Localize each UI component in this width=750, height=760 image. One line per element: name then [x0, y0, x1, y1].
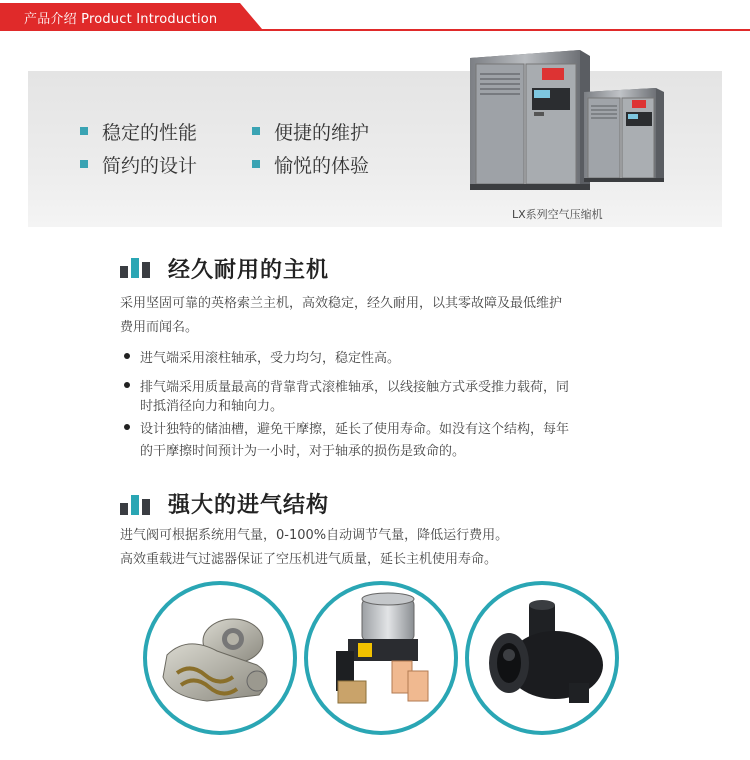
- feature-bullet-icon: [80, 127, 88, 135]
- bar-chart-icon: [120, 489, 154, 515]
- product-caption: LX系列空气压缩机: [512, 208, 603, 221]
- section2-line1: 进气阀可根据系统用气量，0-100%自动调节气量，降低运行费用。: [120, 528, 509, 543]
- air-end-icon: [147, 585, 293, 731]
- compressor-large-image: [462, 44, 594, 194]
- list-bullet-icon: [124, 424, 130, 430]
- bar-chart-icon: [120, 252, 154, 278]
- header-divider: [0, 29, 750, 31]
- compressor-small-image: [578, 84, 668, 186]
- air-filter-icon: [469, 585, 615, 731]
- air-end-image: [143, 581, 297, 735]
- section1-intro-line1: 采用坚固可靠的英格索兰主机，高效稳定，经久耐用，以其零故障及最低维护: [120, 296, 563, 311]
- intake-valve-icon: [308, 585, 454, 731]
- list-bullet-icon: [124, 353, 130, 359]
- section-title-durable-air-end: 经久耐用的主机: [168, 258, 330, 283]
- feature-simple-design: 简约的设计: [102, 155, 198, 177]
- feature-bullet-icon: [80, 160, 88, 168]
- section1-bullet3-line2: 的干摩擦时间预计为一小时，对于轴承的损伤是致命的。: [140, 444, 466, 459]
- list-bullet-icon: [124, 382, 130, 388]
- air-filter-image: [465, 581, 619, 735]
- section1-bullet2-line2: 时抵消径向力和轴向力。: [140, 399, 284, 414]
- feature-bullet-icon: [252, 160, 260, 168]
- header-title: 产品介绍 Product Introduction: [24, 12, 218, 27]
- feature-easy-maintenance: 便捷的维护: [274, 122, 370, 144]
- section1-intro-line2: 费用而闻名。: [120, 320, 199, 335]
- feature-stable-performance: 稳定的性能: [102, 122, 198, 144]
- feature-pleasant-experience: 愉悦的体验: [274, 155, 370, 177]
- intake-valve-image: [304, 581, 458, 735]
- section1-bullet1: 进气端采用滚柱轴承，受力均匀，稳定性高。: [140, 351, 401, 366]
- feature-bullet-icon: [252, 127, 260, 135]
- section-title-intake-structure: 强大的进气结构: [168, 493, 330, 518]
- section1-bullet3-line1: 设计独特的储油槽，避免干摩擦，延长了使用寿命。如没有这个结构，每年: [140, 422, 570, 437]
- section-header: [0, 0, 750, 34]
- section2-line2: 高效重载进气过滤器保证了空压机进气质量，延长主机使用寿命。: [120, 552, 498, 567]
- section1-bullet2-line1: 排气端采用质量最高的背靠背式滚椎轴承，以线接触方式承受推力载荷，同: [140, 380, 570, 395]
